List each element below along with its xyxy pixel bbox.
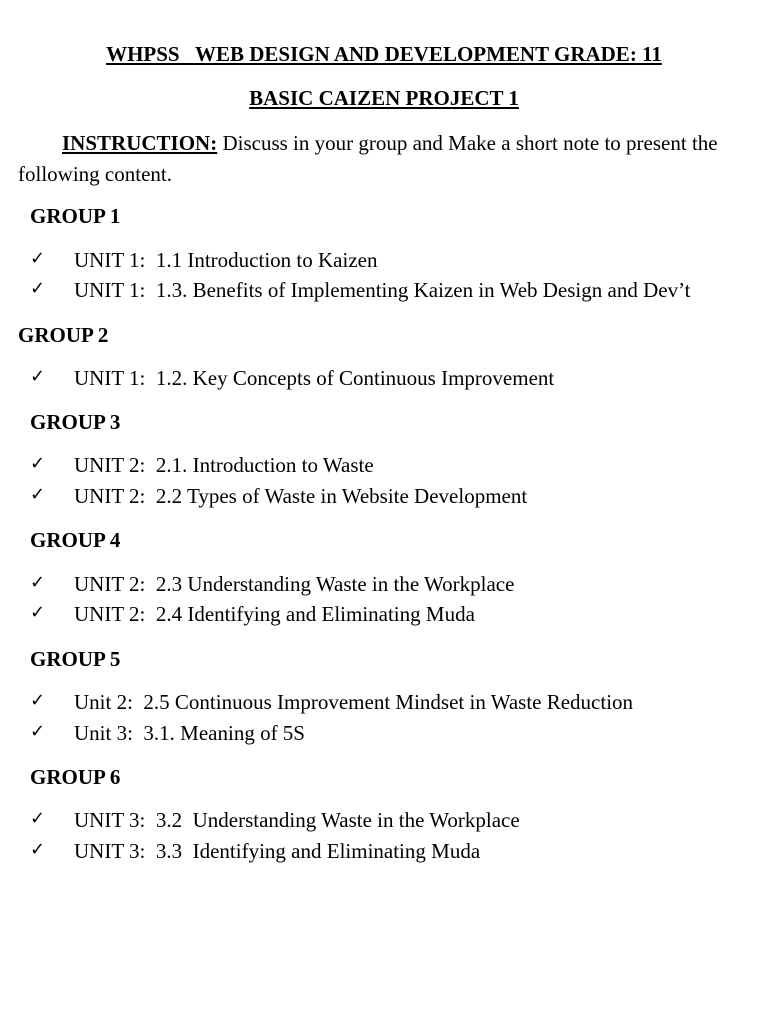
instruction-label: INSTRUCTION: [62,131,218,155]
group-heading: GROUP 2 [18,323,109,347]
checkmark-icon: ✓ [30,484,46,505]
list-item-text: UNIT 3: 3.3 Identifying and Eliminating Muda [74,839,481,863]
list-item [0,602,768,632]
document-title: WHPSS WEB DESIGN AND DEVELOPMENT GRADE: 11 [106,42,662,66]
group-heading: GROUP 5 [30,647,121,671]
list-item-text: UNIT 1: 1.3. Benefits of Implementing Kaizen in Web Design and Dev’t [74,278,691,302]
list-item [0,366,768,396]
list-item-text: UNIT 3: 3.2 Understanding Waste in the Workplace [74,808,520,832]
checkmark-icon: ✓ [30,366,46,387]
checkmark-icon: ✓ [30,453,46,474]
list-item [0,690,768,720]
list-item-text: UNIT 2: 2.2 Types of Waste in Website Development [74,484,528,508]
list-item [0,248,768,278]
list-item [0,484,768,514]
list-item [0,453,768,483]
checkmark-icon: ✓ [30,572,46,593]
checkmark-icon: ✓ [30,602,46,623]
checkmark-icon: ✓ [30,808,46,829]
list-item [0,278,768,308]
checkmark-icon: ✓ [30,248,46,269]
list-item-text: UNIT 2: 2.4 Identifying and Eliminating Muda [74,602,475,626]
list-item-text: UNIT 2: 2.3 Understanding Waste in the Workplace [74,572,515,596]
checkmark-icon: ✓ [30,839,46,860]
group-heading: GROUP 6 [30,765,121,789]
list-item [0,721,768,751]
instruction-paragraph [18,128,748,190]
list-item-text: UNIT 1: 1.2. Key Concepts of Continuous Improvement [74,366,555,390]
list-item-text: UNIT 1: 1.1 Introduction to Kaizen [74,248,378,272]
list-item [0,839,768,869]
list-item [0,572,768,602]
list-item-text: Unit 2: 2.5 Continuous Improvement Mindset in Waste Reduction [74,690,634,714]
list-item [0,808,768,838]
group-heading: GROUP 1 [30,204,121,228]
checkmark-icon: ✓ [30,690,46,711]
group-heading: GROUP 4 [30,528,121,552]
checkmark-icon: ✓ [30,278,46,299]
list-item-text: UNIT 2: 2.1. Introduction to Waste [74,453,374,477]
project-title: BASIC CAIZEN PROJECT 1 [249,86,519,110]
list-item-text: Unit 3: 3.1. Meaning of 5S [74,721,305,745]
checkmark-icon: ✓ [30,721,46,742]
group-heading: GROUP 3 [30,410,121,434]
instruction-text: Discuss in your group and Make a short note to present the following content. [18,131,718,186]
